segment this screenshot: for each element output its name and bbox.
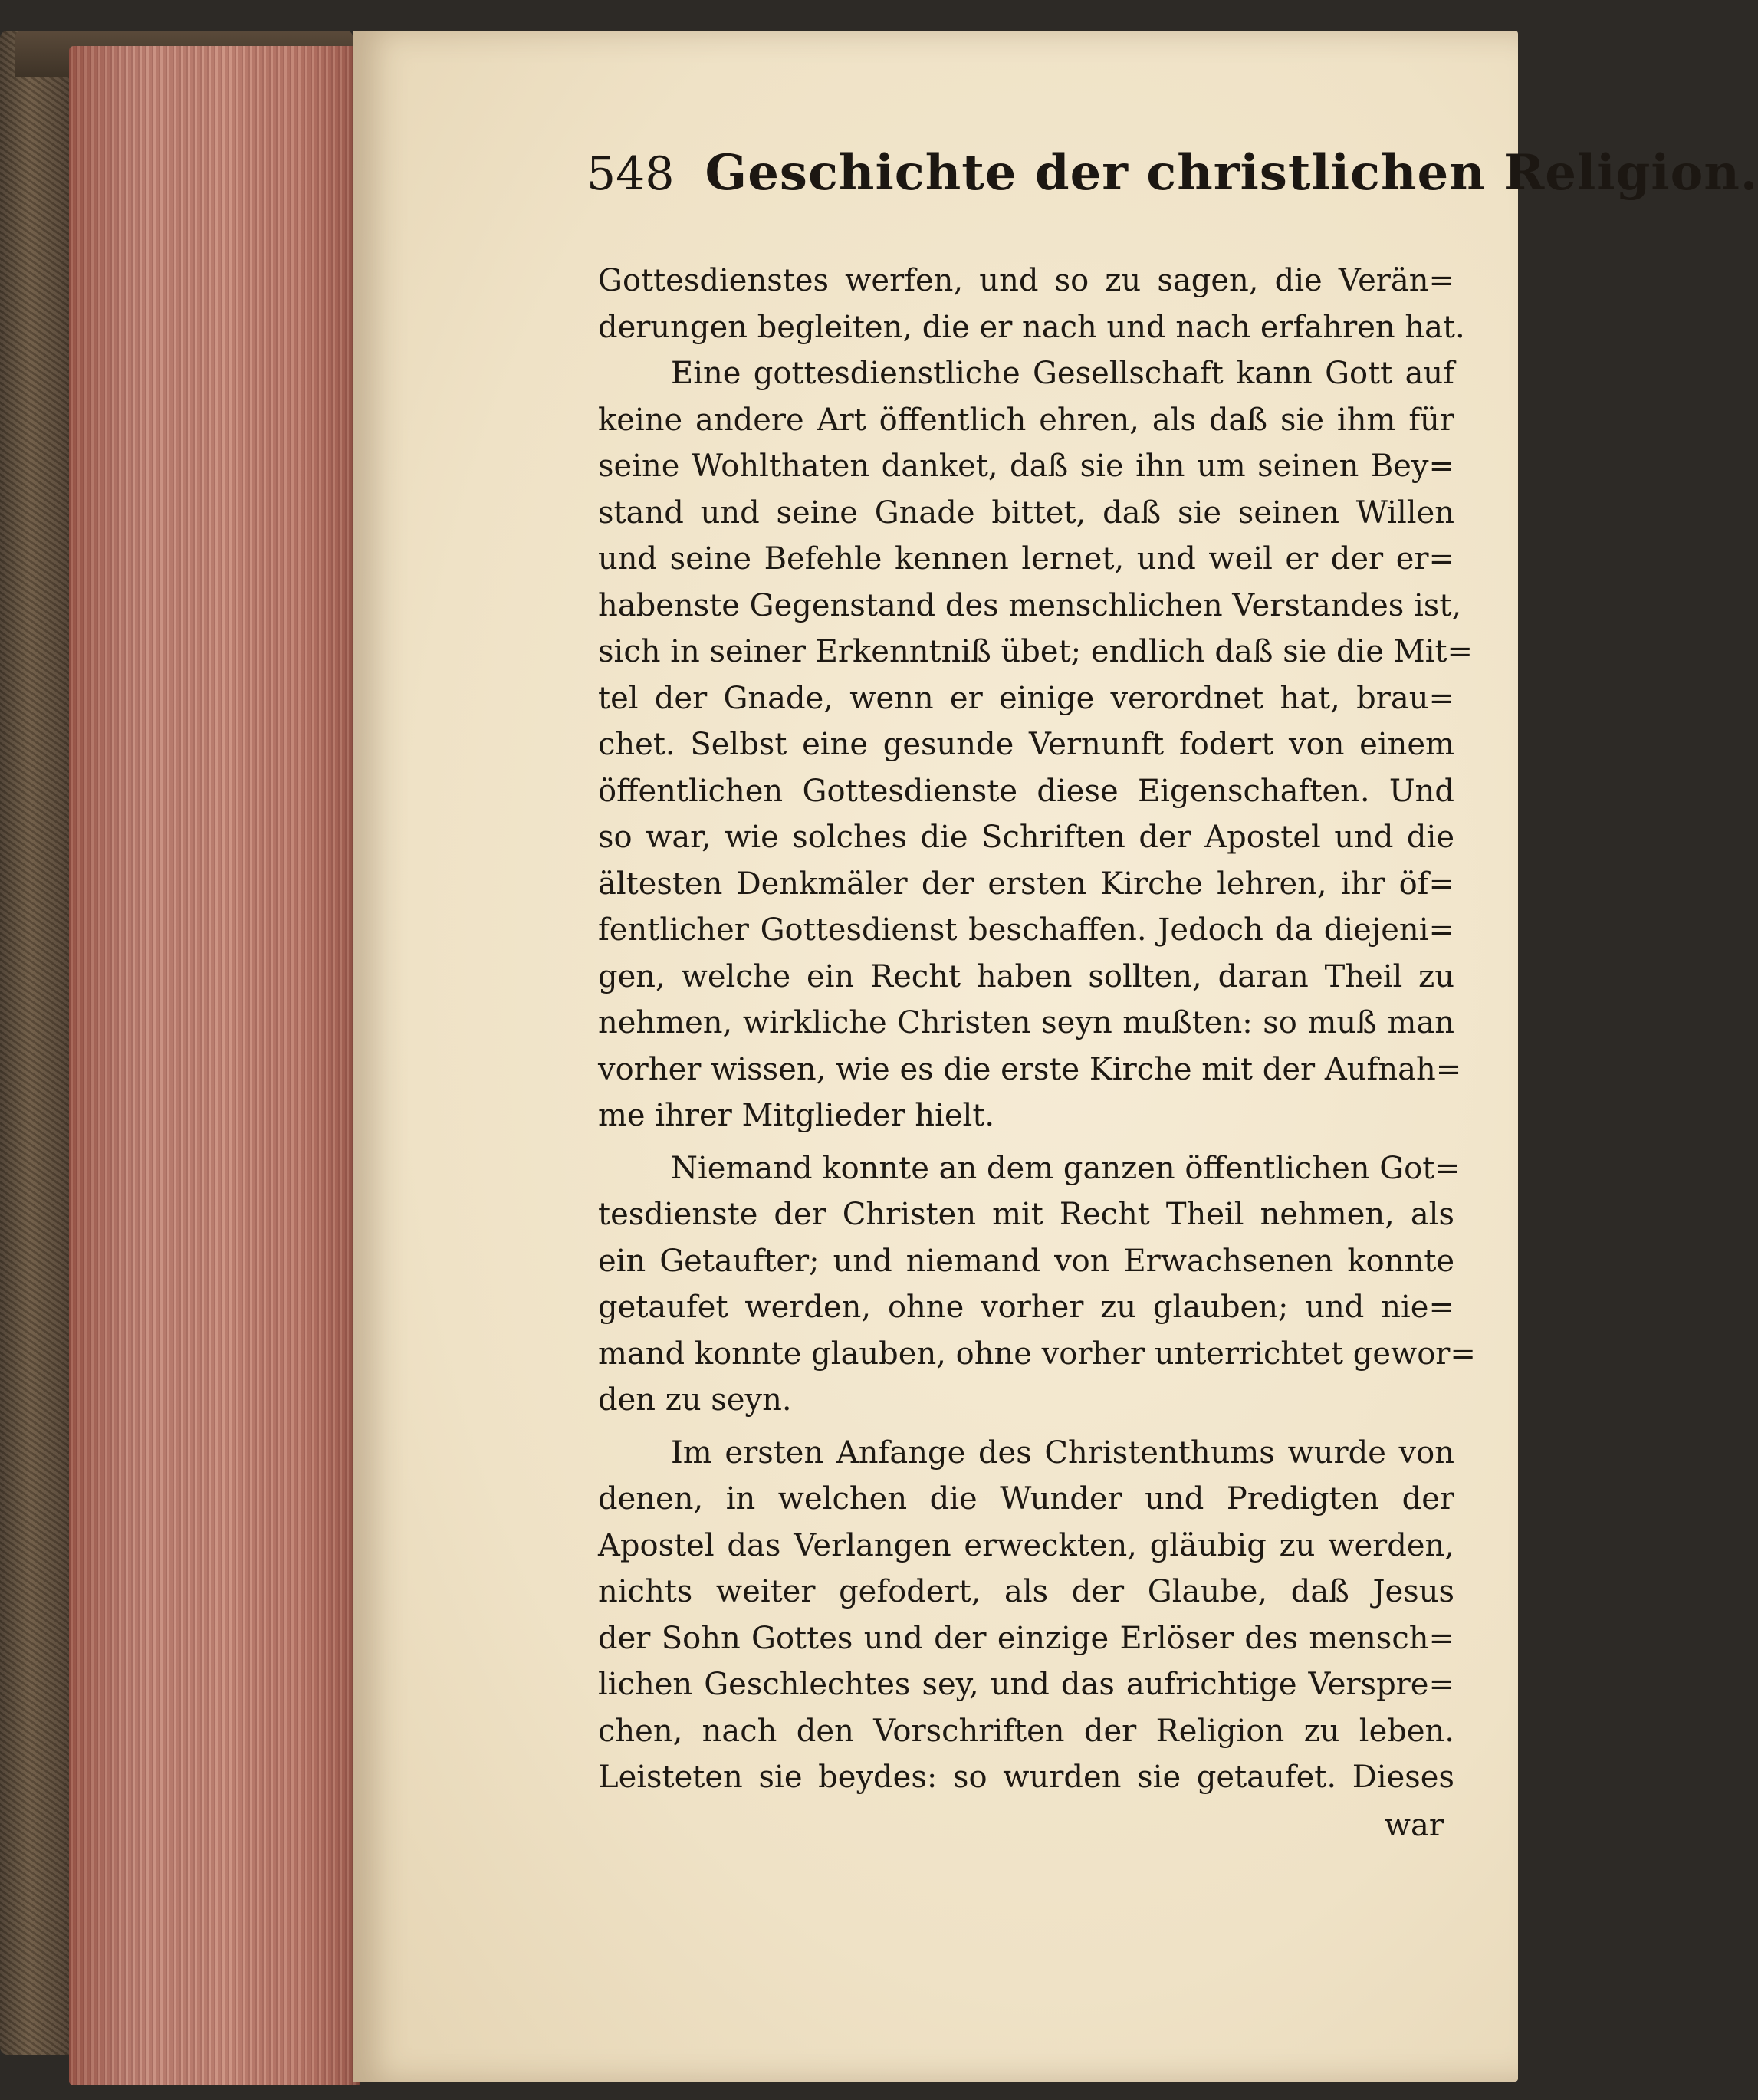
text-line: vorher wissen, wie es die erste Kirche mit der Aufnah= [598, 1051, 1462, 1087]
text-line: so war, wie solches die Schriften der Apostel und die [598, 820, 1454, 855]
text-line: Leisteten sie beydes: so wurden sie getaufet. Dieses [598, 1760, 1454, 1795]
text-line: Eine gottesdienstliche Gesellschaft kann Gott auf [671, 356, 1454, 391]
text-line: Apostel das Verlangen erweckten, gläubig zu werden, [598, 1527, 1454, 1563]
text-line: Gottesdienstes werfen, und so zu sagen, die Verän= [598, 263, 1454, 298]
text-line: getaufet werden, ohne vorher zu glauben; und nie= [598, 1290, 1454, 1325]
page-number: 548 [587, 147, 675, 201]
text-line: und seine Befehle kennen lernet, und weil er der er= [598, 541, 1454, 577]
text-line: gen, welche ein Recht haben sollten, daran Theil zu [598, 958, 1454, 994]
text-line: Im ersten Anfange des Christenthums wurde von [671, 1435, 1454, 1471]
text-line: nichts weiter gefodert, als der Glaube, daß Jesus [598, 1574, 1454, 1609]
text-line: fentlicher Gottesdienst beschaffen. Jedoch da diejeni= [598, 912, 1454, 948]
text-line: lichen Geschlechtes sey, und das aufrichtige Verspre= [598, 1667, 1454, 1702]
text-line: nehmen, wirkliche Christen seyn mußten: so muß man [598, 1005, 1454, 1040]
text-line: den zu seyn. [598, 1382, 792, 1418]
text-line: stand und seine Gnade bittet, daß sie seinen Willen [598, 495, 1454, 531]
text-line: sich in seiner Erkenntniß übet; endlich daß sie die Mit= [598, 634, 1474, 669]
text-line: chet. Selbst eine gesunde Vernunft fodert von einem [598, 727, 1454, 762]
text-line: öffentlichen Gottesdienste diese Eigenschaften. Und [598, 773, 1454, 809]
text-line: me ihrer Mitglieder hielt. [598, 1098, 995, 1133]
text-line: Niemand konnte an dem ganzen öffentlichen Got= [671, 1150, 1461, 1186]
body-text [598, 258, 1476, 1801]
text-line: ein Getaufter; und niemand von Erwachsenen konnte [598, 1243, 1454, 1279]
text-line: ältesten Denkmäler der ersten Kirche lehren, ihr öf= [598, 866, 1454, 902]
catchword: war [1384, 1808, 1444, 1843]
running-header [587, 144, 1758, 202]
text-line: derungen begleiten, die er nach und nach erfahren hat. [598, 309, 1465, 345]
text-line: keine andere Art öffentlich ehren, als daß sie ihm für [598, 402, 1454, 438]
text-line: denen, in welchen die Wunder und Predigten der [598, 1481, 1454, 1517]
text-line: chen, nach den Vorschriften der Religion zu leben. [598, 1713, 1454, 1749]
running-title: Geschichte der christlichen Religion. [705, 144, 1758, 202]
text-line: der Sohn Gottes und der einzige Erlöser des mensch= [598, 1620, 1454, 1656]
text-line: tel der Gnade, wenn er einige verordnet hat, brau= [598, 680, 1454, 716]
text-line: habenste Gegenstand des menschlichen Verstandes ist, [598, 587, 1462, 623]
page-548 [353, 31, 1758, 2082]
text-line: seine Wohlthaten danket, daß sie ihn um seinen Bey= [598, 449, 1454, 484]
text-line: tesdienste der Christen mit Recht Theil nehmen, als [598, 1197, 1454, 1232]
page-edges [69, 46, 360, 2085]
text-line: mand konnte glauben, ohne vorher unterrichtet gewor= [598, 1336, 1476, 1372]
